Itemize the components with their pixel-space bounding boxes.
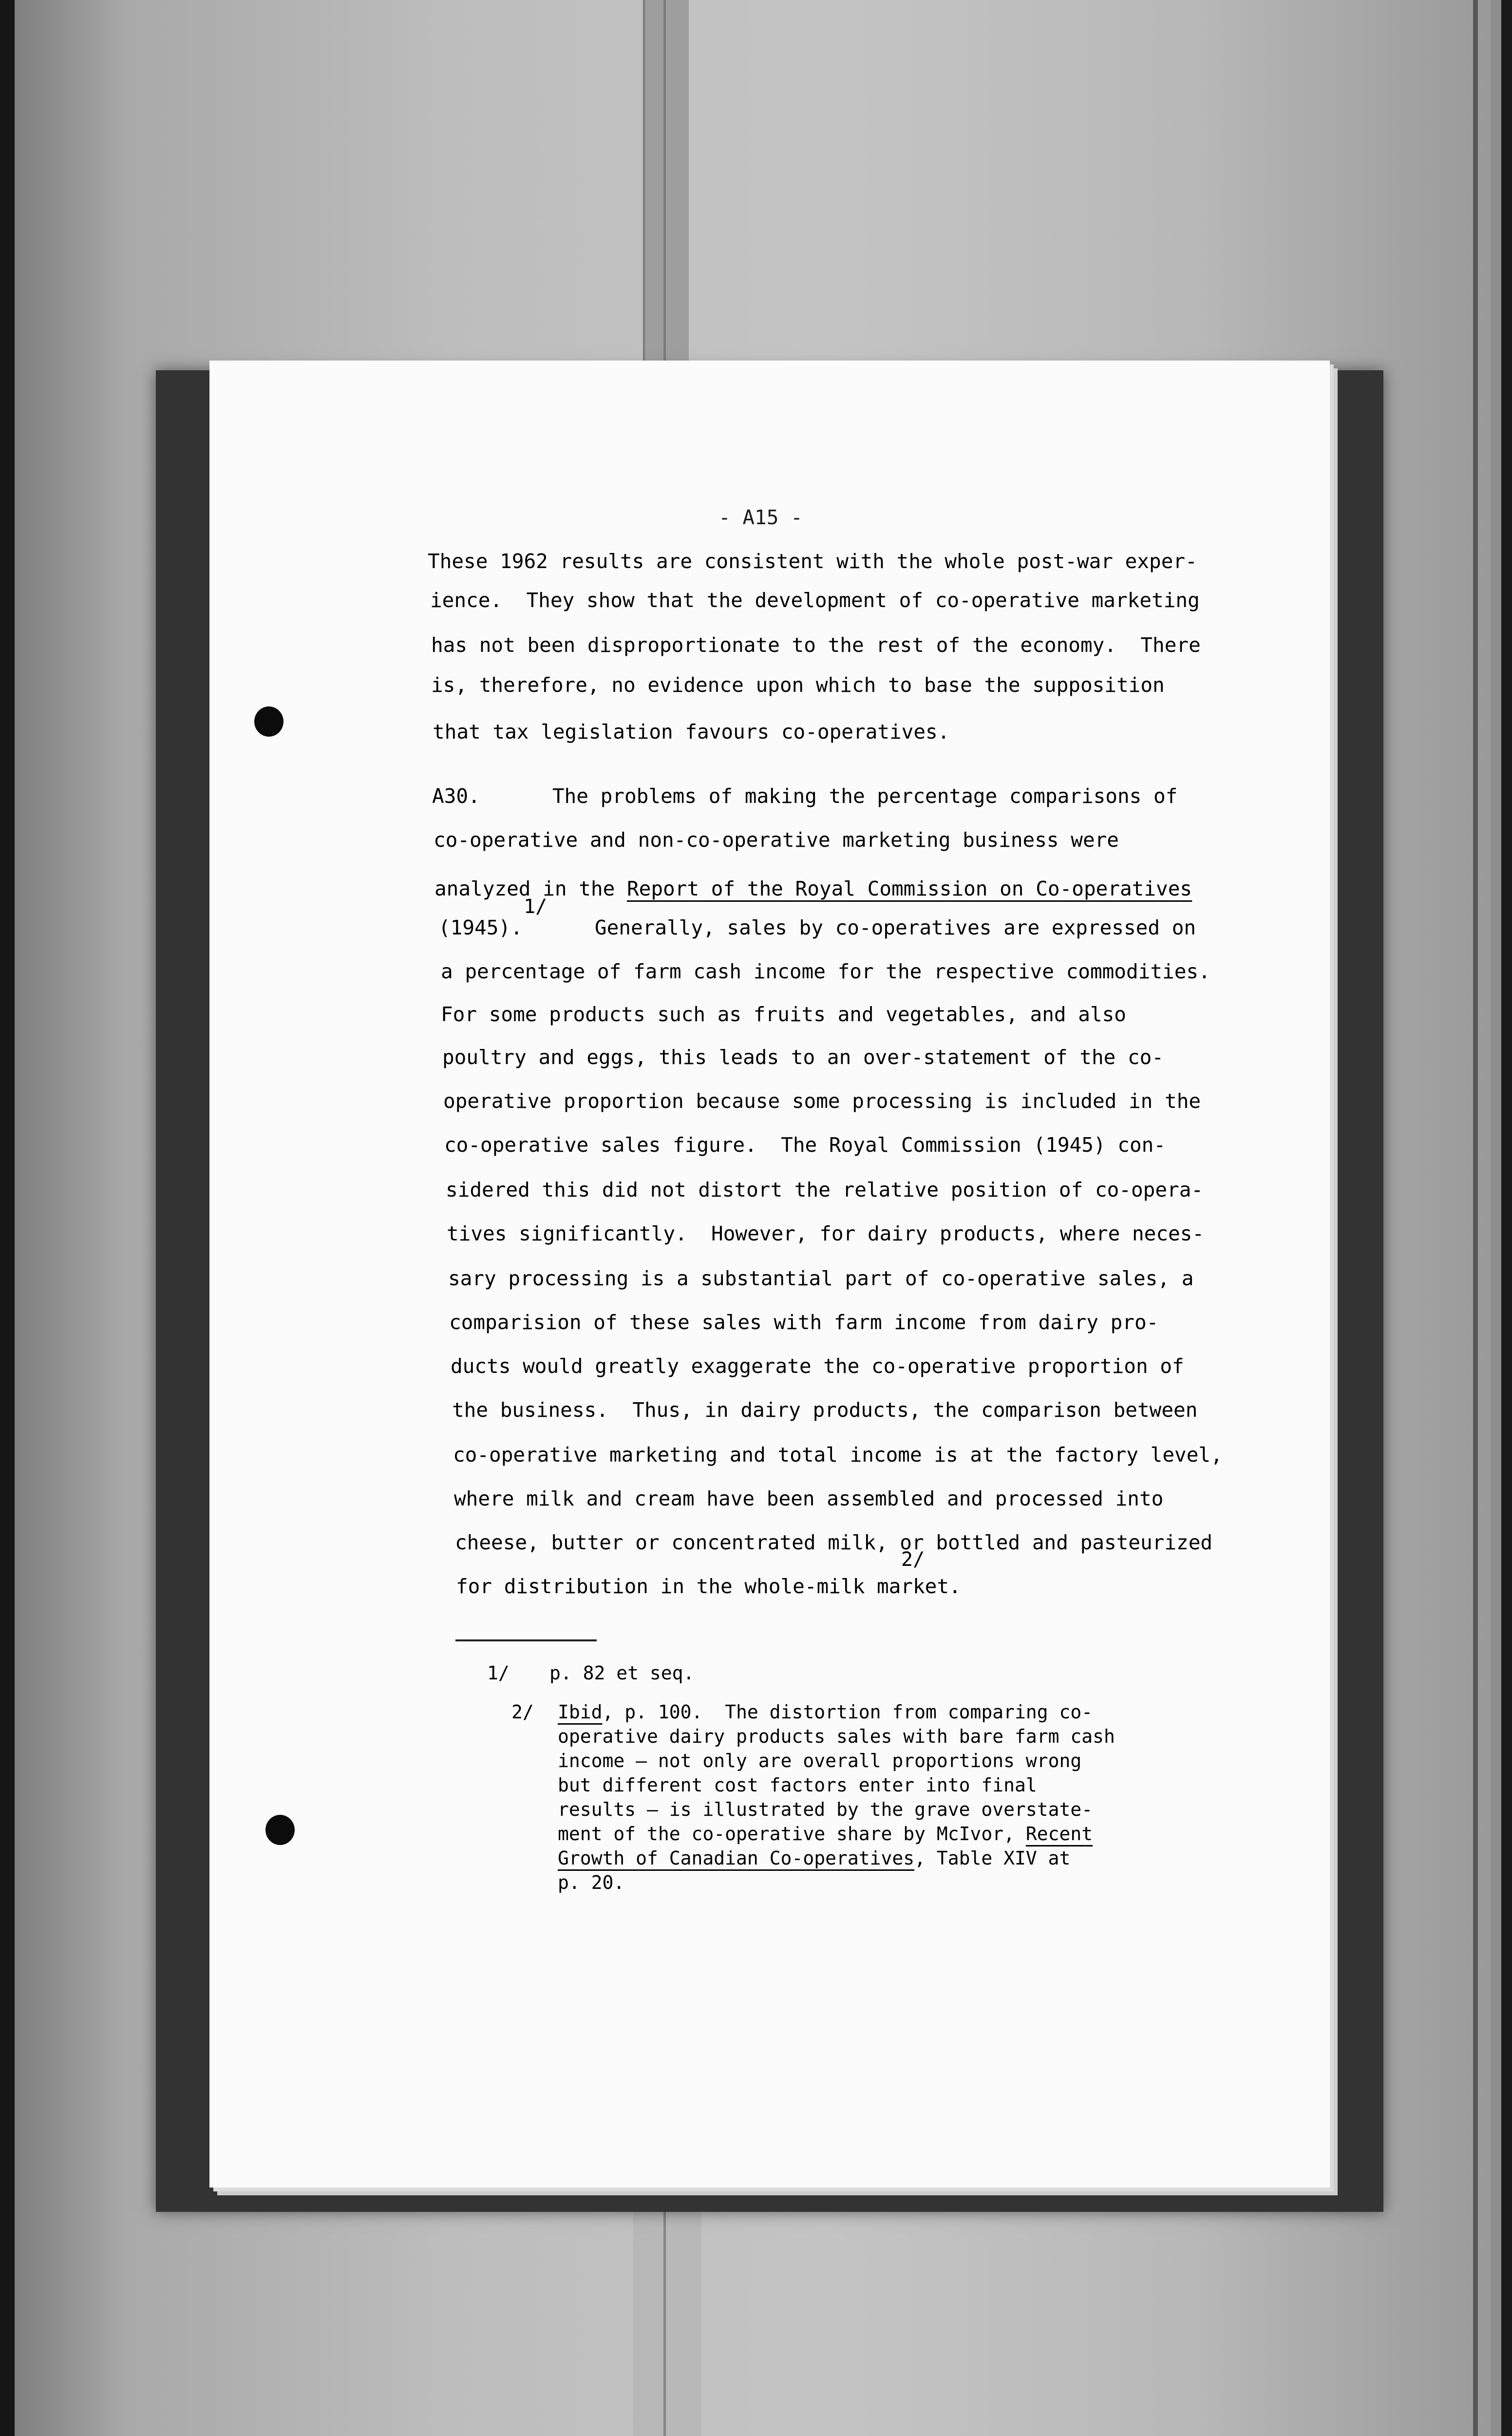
footnote-2-line-2: operative dairy products sales with bare farm cash (558, 1726, 1115, 1747)
footnote-2-mark: 2/ (511, 1701, 534, 1723)
footnote-2-line-6 (558, 1823, 1093, 1845)
footnote-2-cited-title-part-1: Recent (1025, 1823, 1093, 1845)
para2-line-3-prefix: analyzed in the (435, 877, 627, 900)
footnote-2-line-3: income — not only are overall proportions wrong (558, 1750, 1082, 1771)
footnote-2-line-4: but different cost factors enter into final (558, 1774, 1037, 1796)
para2-line-10: sidered this did not distort the relative position of co-opera- (446, 1178, 1204, 1201)
para2-line-9: co-operative sales figure. The Royal Commission (1945) con- (444, 1133, 1166, 1157)
para2-line-3 (435, 877, 1192, 900)
footnote-ref-1: 1/ (524, 895, 548, 918)
para2-line-15: the business. Thus, in dairy products, the comparison between (452, 1398, 1198, 1422)
footnote-1-mark: 1/ (487, 1662, 510, 1684)
para2-line-13: comparision of these sales with farm income from dairy pro- (449, 1311, 1159, 1334)
para2-line-5: a percentage of farm cash income for the respective commodities. (441, 960, 1210, 983)
punch-hole-top (254, 706, 284, 737)
footnote-2-line-6-pre: ment of the co-operative share by McIvor, (558, 1823, 1026, 1845)
para2-line-6: For some products such as fruits and vegetables, and also (441, 1003, 1126, 1026)
para2-line-4: (1945). Generally, sales by co-operatives are expressed on (438, 916, 1196, 939)
para2-line-17: where milk and cream have been assembled and processed into (454, 1487, 1164, 1510)
footnote-2-cited-title-part-2: Growth of Canadian Co-operatives (558, 1847, 915, 1869)
para2-line-16: co-operative marketing and total income is at the factory level, (453, 1443, 1223, 1466)
footnote-2-line-7 (558, 1847, 1070, 1869)
page-number: - A15 - (718, 506, 803, 529)
para2-line-12: sary processing is a substantial part of co-operative sales, a (448, 1267, 1194, 1290)
footnote-1-text: p. 82 et seq. (549, 1662, 695, 1684)
footnote-2-ibid: Ibid (558, 1701, 603, 1723)
para1-line-1: These 1962 results are consistent with the whole post-war exper- (428, 550, 1197, 573)
footnote-separator (455, 1639, 597, 1641)
punch-hole-bottom (265, 1815, 295, 1845)
para1-line-4: is, therefore, no evidence upon which to base the supposition (431, 673, 1165, 697)
scan-left-edge (0, 0, 15, 2436)
para2-line-18: cheese, butter or concentrated milk, or bottled and pasteurized (455, 1531, 1213, 1554)
para2-line-14: ducts would greatly exaggerate the co-operative proportion of (451, 1354, 1184, 1378)
para2-line-11: tives significantly. However, for dairy products, where neces- (447, 1222, 1205, 1245)
para1-line-3: has not been disproportionate to the rest of the economy. There (431, 633, 1201, 657)
footnote-2-line-7-rest: , Table XIV at (914, 1847, 1071, 1869)
para2-line-19: for distribution in the whole-milk market. (456, 1575, 961, 1598)
footnote-2-line-1-rest: , p. 100. The distortion from comparing co- (602, 1701, 1093, 1723)
footnote-2-line-1 (558, 1701, 1093, 1723)
para1-line-5: that tax legislation favours co-operatives. (433, 720, 950, 743)
scan-right-line (1473, 0, 1478, 2436)
footnote-2-line-8: p. 20. (558, 1872, 625, 1893)
para2-line-7: poultry and eggs, this leads to an over-statement of the co- (442, 1046, 1164, 1069)
para1-line-2: ience. They show that the development of co-operative marketing (430, 589, 1200, 612)
mounting-tape-top (643, 0, 689, 370)
para2-line-8: operative proportion because some processing is included in the (443, 1089, 1201, 1113)
para2-line-2: co-operative and non-co-operative marketing business were (434, 828, 1119, 852)
para2-line-1: A30. The problems of making the percentage comparisons of (432, 784, 1178, 808)
footnote-ref-2: 2/ (901, 1548, 925, 1571)
commission-report-title: Report of the Royal Commission on Co-operatives (626, 877, 1192, 900)
scan-right-edge (1501, 0, 1512, 2436)
footnote-2-line-5: results — is illustrated by the grave overstate- (558, 1799, 1093, 1820)
